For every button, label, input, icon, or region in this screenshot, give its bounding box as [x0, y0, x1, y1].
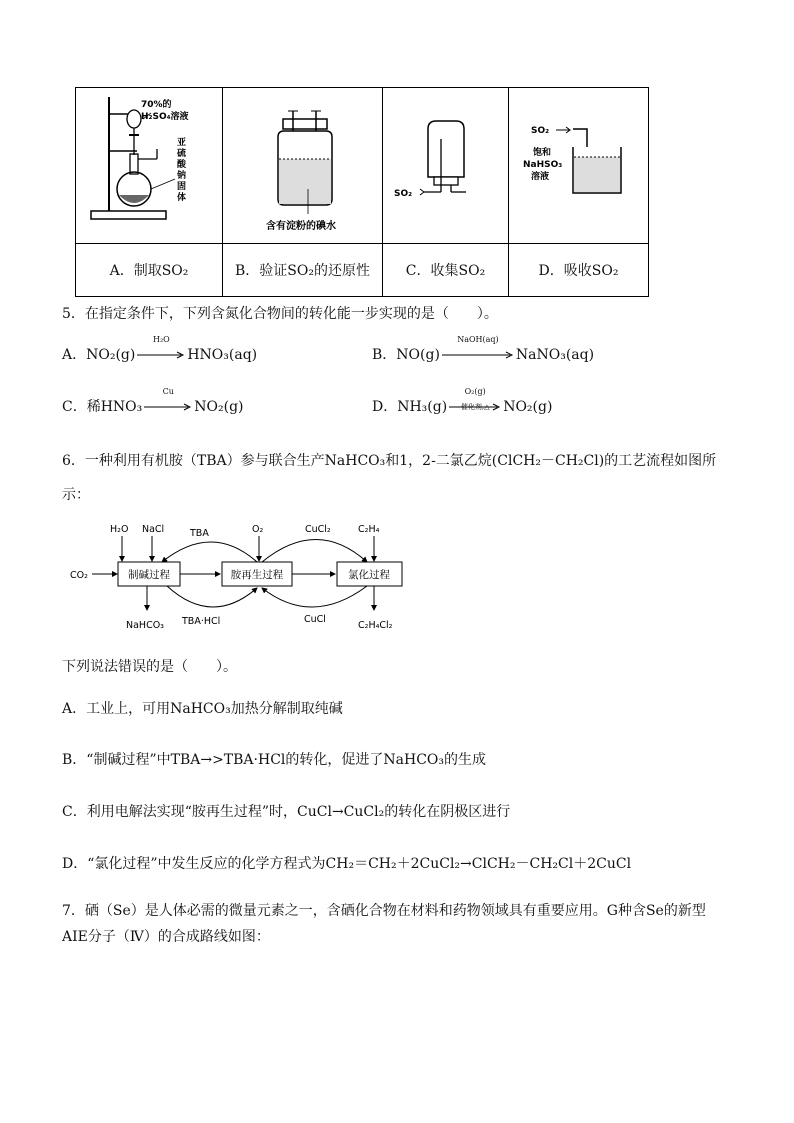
- svg-text:饱和: 饱和: [533, 147, 552, 158]
- apparatus-d-cell: [509, 88, 649, 244]
- acid-label-2: H₂SO₄溶液: [141, 111, 189, 122]
- svg-text:制碱过程: 制碱过程: [128, 569, 170, 581]
- apparatus-a-cell: [76, 88, 223, 244]
- svg-text:NaCl: NaCl: [142, 524, 165, 535]
- arrow-icon: H₂O: [137, 347, 185, 363]
- svg-text:TBA: TBA: [190, 528, 209, 539]
- svg-text:酸: 酸: [177, 159, 187, 170]
- iodine-label: 含有淀粉的碘水: [265, 220, 336, 232]
- svg-text:C₂H₄Cl₂: C₂H₄Cl₂: [358, 620, 393, 631]
- q5-option-b: B．NO(g) NaOH(aq) NaNO₃(aq): [372, 335, 595, 363]
- apparatus-c-cell: [383, 88, 509, 244]
- process-flow-diagram: [62, 512, 422, 637]
- svg-text:NaHSO₃: NaHSO₃: [523, 159, 563, 170]
- svg-text:NaHCO₃: NaHCO₃: [126, 620, 164, 631]
- svg-text:胺再生过程: 胺再生过程: [230, 569, 284, 581]
- svg-text:固: 固: [177, 181, 187, 192]
- q6-option-d: D．“氯化过程”中发生反应的化学方程式为CH₂＝CH₂＋2CuCl₂→ClCH₂－CH₂Cl＋2CuCl: [62, 856, 632, 872]
- so2-label-c: SO₂: [393, 188, 412, 199]
- apparatus-b-cell: [223, 88, 383, 244]
- svg-text:O₂: O₂: [252, 524, 264, 535]
- svg-text:体: 体: [177, 192, 187, 203]
- q7-line-1: 7．硒（Se）是人体必需的微量元素之一，含硒化合物在材料和药物领域具有重要应用。G种含Se的新型: [62, 903, 706, 919]
- caption-b: B．验证SO₂的还原性: [223, 244, 383, 297]
- so2-label-d: SO₂: [531, 125, 550, 136]
- q5-option-c: C．稀HNO₃ Cu NO₂(g): [62, 387, 244, 415]
- q6-option-b: B．“制碱过程”中TBA→>TBA·HCl的转化，促进了NaHCO₃的生成: [62, 752, 486, 768]
- caption-d: D．吸收SO₂: [509, 244, 649, 297]
- q5-option-a: A．NO₂(g) H₂O HNO₃(aq): [62, 335, 258, 363]
- caption-a: A．制取SO₂: [76, 244, 223, 297]
- svg-text:CuCl: CuCl: [304, 614, 326, 625]
- svg-text:H₂O: H₂O: [110, 524, 129, 535]
- q5-stem: 5．在指定条件下，下列含氮化合物间的转化能一步实现的是（ ）。: [62, 306, 498, 322]
- apparatus-table: [75, 87, 649, 297]
- apparatus-a-drawing: [79, 89, 219, 239]
- apparatus-b-drawing: [228, 89, 378, 239]
- caption-c: C．收集SO₂: [383, 244, 509, 297]
- arrow-icon: O₂(g) 催化剂,△: [449, 399, 501, 415]
- apparatus-d-drawing: [511, 89, 646, 239]
- q6-stem-2: 示：: [62, 487, 90, 503]
- apparatus-c-drawing: [386, 89, 506, 239]
- svg-text:钠: 钠: [177, 170, 187, 181]
- svg-text:C₂H₄: C₂H₄: [358, 524, 380, 535]
- svg-text:亚: 亚: [177, 137, 187, 148]
- svg-text:硫: 硫: [177, 148, 187, 159]
- svg-text:CuCl₂: CuCl₂: [305, 524, 331, 535]
- svg-text:溶液: 溶液: [531, 171, 550, 182]
- q6-stem-1: 6．一种利用有机胺（TBA）参与联合生产NaHCO₃和1，2-二氯乙烷(ClCH₂－CH₂Cl)的工艺流程如图所: [62, 453, 717, 469]
- q5-option-d: D．NH₃(g) O₂(g) 催化剂,△ NO₂(g): [372, 387, 553, 415]
- svg-text:TBA·HCl: TBA·HCl: [182, 616, 221, 627]
- q7-line-2: AIE分子（Ⅳ）的合成路线如图：: [62, 929, 270, 945]
- q6-option-c: C．利用电解法实现“胺再生过程”时，CuCl→CuCl₂的转化在阴极区进行: [62, 804, 511, 820]
- q6-ask: 下列说法错误的是（ ）。: [62, 659, 237, 675]
- svg-text:氯化过程: 氯化过程: [348, 569, 390, 581]
- arrow-icon: Cu: [144, 399, 192, 415]
- arrow-icon: NaOH(aq): [442, 347, 514, 363]
- q6-option-a: A．工业上，可用NaHCO₃加热分解制取纯碱: [62, 701, 343, 717]
- acid-label: 70%的: [141, 99, 172, 110]
- svg-text:CO₂: CO₂: [70, 570, 88, 581]
